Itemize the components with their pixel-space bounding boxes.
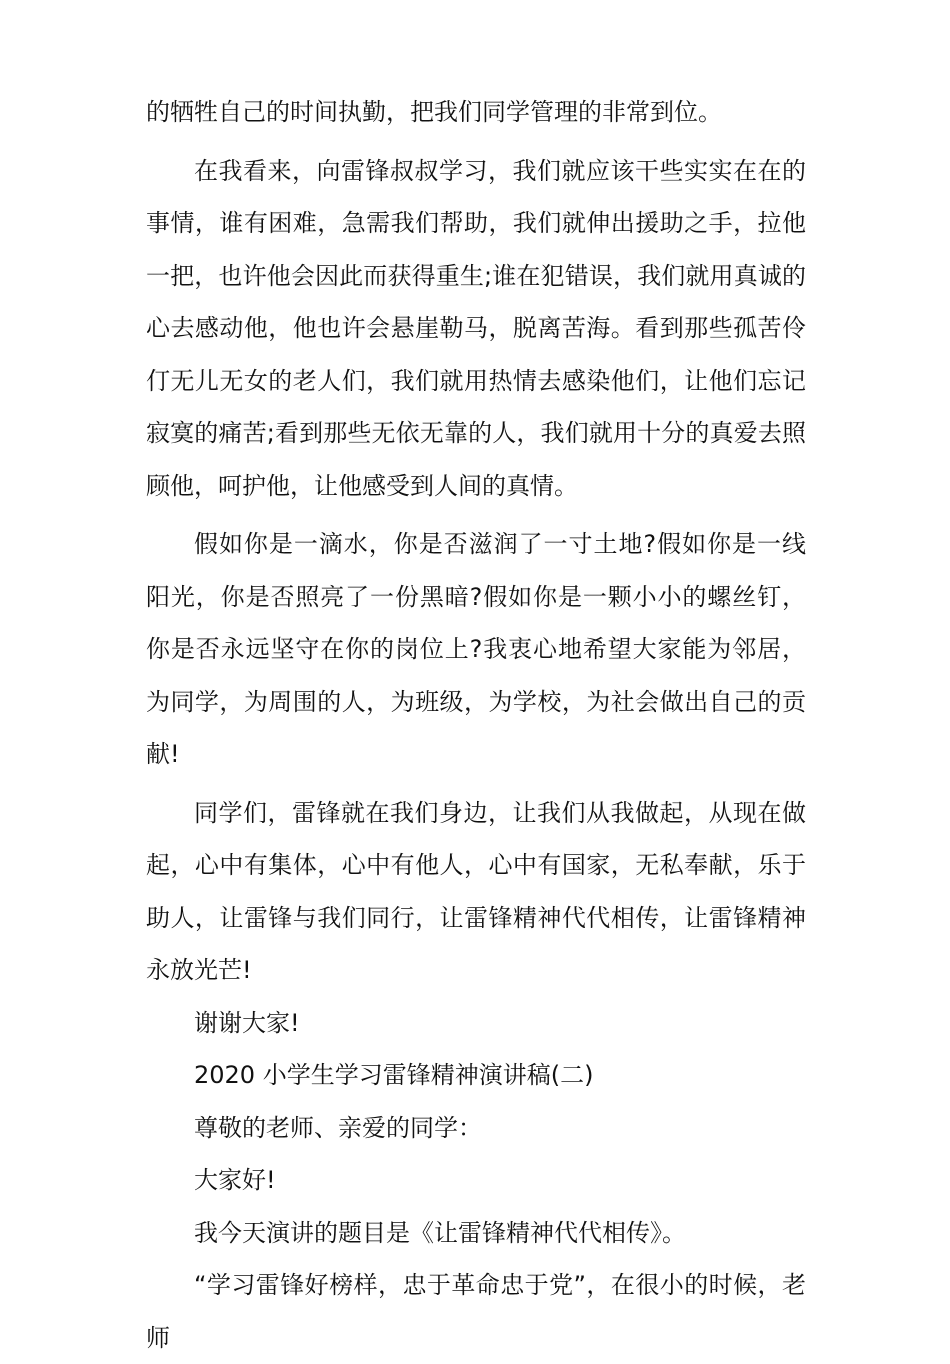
speech-topic: 我今天演讲的题目是《让雷锋精神代代相传》。	[194, 1218, 686, 1247]
paragraph-1: 的牺牲自己的时间执勤，把我们同学管理的非常到位。	[146, 98, 722, 126]
salutation: 尊敬的老师、亲爱的同学：	[194, 1113, 482, 1142]
paragraph-4: 同学们，雷锋就在我们身边，让我们从我做起，从现在做起，心中有集体，心中有他人，心中有国家，无私奉献，乐于助人，让雷锋与我们同行，让雷锋精神代代相传，让雷锋精神永放光芒!	[146, 798, 806, 984]
paragraph-3: 假如你是一滴水，你是否滋润了一寸土地?假如你是一线阳光，你是否照亮了一份黑暗?假如你是一颗小小的螺丝钉，你是否永远坚守在你的岗位上?我衷心地希望大家能为邻居，为同学，为周围的人，为班级，为学校，为社会做出自己的贡献!	[146, 530, 806, 768]
greeting: 大家好!	[194, 1166, 276, 1194]
paragraph-5: 谢谢大家!	[194, 1008, 300, 1037]
document-body	[146, 86, 806, 1364]
paragraph-2: 在我看来，向雷锋叔叔学习，我们就应该干些实实在在的事情，谁有困难，急需我们帮助，我们就伸出援助之手，拉他一把，也许他会因此而获得重生;谁在犯错误，我们就用真诚的心去感动他，他也许会悬崖勒马，脱离苦海。看到那些孤苦伶仃无儿无女的老人们，我们就用热情去感染他们，让他们忘记寂寞的痛苦;看到那些无依无靠的人，我们就用十分的真爱去照顾他，呵护他，让他感受到人间的真情。	[146, 156, 806, 500]
paragraph-last: “学习雷锋好榜样，忠于革命忠于党”，在很小的时候，老师	[146, 1271, 806, 1352]
section-title: 2020 小学生学习雷锋精神演讲稿(二)	[194, 1061, 594, 1089]
